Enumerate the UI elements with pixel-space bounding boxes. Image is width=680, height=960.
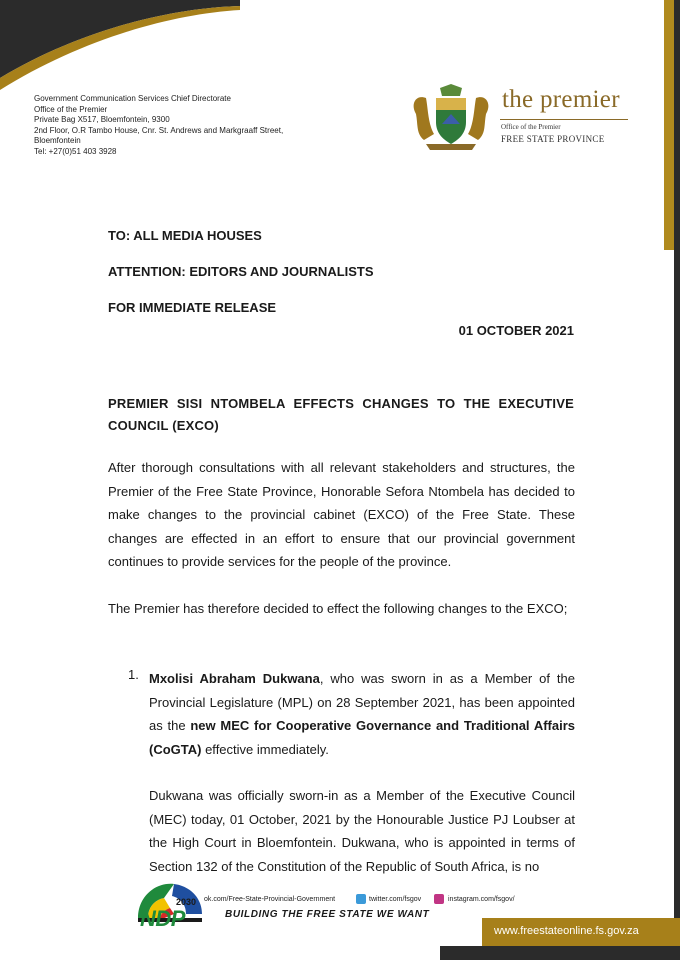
letterhead-address — [34, 94, 283, 158]
address-line: 2nd Floor, O.R Tambo House, Cnr. St. Andrews and Markgraaff Street, — [34, 125, 284, 135]
appointee-name: Mxolisi Abraham Dukwana — [149, 671, 320, 686]
ndp-label: NDP — [140, 906, 185, 931]
press-release-title: PREMIER SISI NTOMBELA EFFECTS CHANGES TO THE EXECUTIVE COUNCIL (EXCO) — [108, 396, 574, 433]
address-line: Private Bag X517, Bloemfontein, 9300 — [34, 115, 170, 125]
instagram-link[interactable]: instagram.com/fsgov/ — [448, 896, 515, 903]
twitter-link[interactable]: twitter.com/fsgov — [369, 896, 422, 903]
coat-of-arms-icon — [406, 84, 496, 152]
memo-release: FOR IMMEDIATE RELEASE — [108, 300, 277, 315]
list-number: 1. — [128, 667, 139, 682]
appointed-role: new MEC for Cooperative Governance and Traditional Affairs (CoGTA) — [149, 718, 576, 757]
instagram-icon — [434, 894, 444, 904]
body-paragraph-1: After thorough consultations with all relevant stakeholders and structures, the Premier of the Free State Province, Honorable Sefora Ntombela has decided to make changes to the provincial cabinet (EXCO) of the Free State. These changes are effected in an effort to ensure that our provincial government continues to provide services for the people of the province. — [108, 460, 575, 569]
memo-attention: ATTENTION: EDITORS AND JOURNALISTS — [108, 264, 374, 279]
logo-divider — [500, 119, 628, 120]
ndp-year: 2030 — [176, 897, 197, 907]
right-edge-gold-bar — [664, 0, 674, 250]
address-line: Office of the Premier — [34, 104, 108, 114]
list-item-follow-up: Dukwana was officially sworn-in as a Member of the Executive Council (MEC) today, 01 October, 2021 by the Honourable Justice PJ Loubser at the High Court in Bloemfontein. Dukwana, who is appointed in terms of Section 132 of the Constitution of the Republic of South Africa, is no — [149, 788, 575, 874]
website-link[interactable]: www.freestateonline.fs.gov.za — [494, 925, 639, 937]
address-line: Government Communication Services Chief Directorate — [34, 94, 231, 103]
address-line: Bloemfontein — [34, 136, 81, 146]
logo-title: the premier — [502, 86, 620, 113]
list-item-text: , who was sworn in as a Member of the Provincial Legislature (MPL) on 28 September 2021, has been appointed as the — [149, 671, 575, 733]
right-edge-dark-bar — [674, 0, 680, 960]
memo-to: TO: ALL MEDIA HOUSES — [108, 228, 262, 243]
facebook-link[interactable]: ok.com/Free-State-Provincial-Government — [204, 896, 336, 903]
logo-subtitle: Office of the Premier — [501, 123, 561, 131]
body-paragraph-2: The Premier has therefore decided to effect the following changes to the EXCO; — [108, 601, 568, 616]
premier-logo — [406, 84, 636, 154]
release-date: 01 OCTOBER 2021 — [458, 323, 574, 338]
list-item-text: effective immediately. — [201, 741, 329, 757]
footer-dark-bar — [440, 946, 680, 960]
list-item — [149, 667, 575, 761]
twitter-icon — [356, 894, 366, 904]
footer-slogan: BUILDING THE FREE STATE WE WANT — [225, 909, 430, 920]
decorative-corner-swoosh — [0, 0, 240, 90]
address-line: Tel: +27(0)51 403 3928 — [34, 146, 117, 156]
logo-province: FREE STATE PROVINCE — [501, 134, 605, 144]
